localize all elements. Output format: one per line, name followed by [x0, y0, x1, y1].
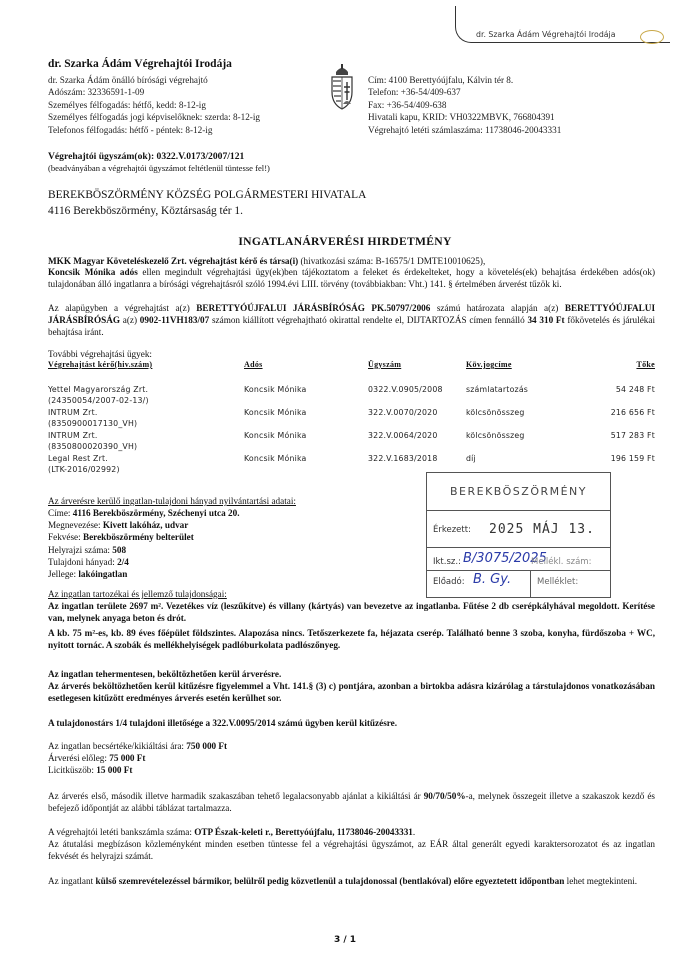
bank-line	[48, 826, 415, 838]
price-value-row	[48, 740, 227, 752]
col-header-debtor: Adós	[244, 360, 263, 369]
stages-paragraph	[48, 790, 655, 814]
cell-ref: (24350054/2007-02-13/)	[48, 396, 149, 405]
property-location-row	[48, 531, 240, 543]
contact-phone: Telefon: +36-54/409-637	[368, 87, 461, 98]
property-lot-label: Helyrajzi száma:	[48, 544, 113, 555]
bank-account: OTP Észak-keleti r., Berettyóújfalu, 11738046-20043331	[194, 827, 413, 837]
contact-account: Végrehajtó letéti számlaszáma: 11738046-20043331	[368, 124, 562, 135]
cell-ref: (LTK-2016/02992)	[48, 465, 120, 474]
seal-mark-icon	[640, 30, 664, 44]
recipient-address: 4116 Berekböszörmény, Köztársaság tér 1.	[48, 205, 243, 217]
accessories-paragraph-2: A kb. 75 m²-es, kb. 89 éves főépület földszintes. Alapozása nincs. Tetőszerkezete fa, héjazata cserép. Található benne 3 szoba, konyha, fürdőszoba + WC, nyitott tornác. A szobák és mellékhelyiségek padlóburkolata padlószőnyeg.	[48, 628, 655, 650]
bank-label: A végrehajtói letéti bankszámla száma:	[48, 827, 195, 837]
cell-creditor: Legal Rest Zrt.	[48, 454, 108, 463]
stamp-attach-label: Mellékl. szám:	[531, 557, 592, 567]
cell-case: 322.V.0070/2020	[368, 408, 438, 417]
cell-debtor: Koncsik Mónika	[244, 431, 307, 440]
property-nature-row	[48, 568, 240, 580]
col-header-creditor: Végrehajtást kérő(hiv.szám)	[48, 360, 153, 369]
property-name: Kivett lakóház, udvar	[102, 520, 189, 531]
price-deposit-label: Árverési előleg:	[48, 753, 110, 763]
contact-krid: Hivatali kapu, KRID: VH0322MBVK, 766804391	[368, 112, 555, 123]
case-note: (beadványában a végrehajtói ügyszámot feltétlenül tüntesse fel!)	[48, 163, 270, 173]
price-deposit-row	[48, 752, 227, 764]
property-data	[48, 507, 240, 580]
stages-percent: 90/70/50%	[423, 791, 466, 801]
bank-dot: .	[412, 827, 416, 837]
property-share-row	[48, 556, 240, 568]
registry-stamp	[426, 472, 611, 598]
cell-type: számlatartozás	[466, 385, 529, 394]
office-lines	[48, 74, 260, 136]
cell-ref: (8350800020390_VH)	[48, 442, 138, 451]
p3-part: Az alapügyben a végrehajtást a(z)	[48, 303, 197, 313]
stamp-received-label: Érkezett:	[433, 525, 471, 535]
stamp-divider	[427, 570, 610, 571]
cell-creditor: INTRUM Zrt.	[48, 431, 98, 440]
cell-type: díj	[466, 454, 476, 463]
property-address-row	[48, 507, 240, 519]
cell-creditor: Yettel Magyarország Zrt.	[48, 385, 149, 394]
occupancy-paragraph: Az árverés beköltözhetően kerül kitűzésre figyelemmel a Vht. 141.§ (3) c) pontjára, azonban a birtokba adásra kizárólag a társtulajdonos vonatkozásában esetlegesen kitűzött eredményes árverés esetén kerülhet sor.	[48, 681, 655, 703]
cell-creditor: INTRUM Zrt.	[48, 408, 98, 417]
cell-ref: (8350900017130_VH)	[48, 419, 138, 428]
office-line: Személyes félfogadás jogi képviselőknek: szerda: 8-12-ig	[48, 112, 261, 123]
property-lot: 508	[112, 544, 127, 555]
accessories-paragraph-1: Az ingatlan területe 2697 m². Vezetékes víz (leszűkítve) és villany (kártyás) van bevezetve az ingatlanba. Fűtése 2 db cserépkályhával megoldott. Kerítése van, melynek anyaga beton és drót.	[48, 601, 655, 623]
price-step-row	[48, 764, 227, 776]
property-share-label: Tulajdoni hányad:	[48, 556, 118, 567]
document-title: INGATLANÁRVERÉSI HIRDETMÉNY	[238, 235, 452, 248]
intro-paragraph-3	[48, 302, 655, 338]
office-line: Adószám: 32336591-1-09	[48, 87, 145, 98]
stamp-received-date: 2025 MÁJ 13.	[489, 522, 595, 537]
court-decision: BERETTYÓÚJFALUI JÁRÁSBÍRÓSÁG PK.50797/2006	[196, 303, 431, 313]
price-step: 15 000 Ft	[96, 765, 133, 775]
cell-debtor: Koncsik Mónika	[244, 454, 307, 463]
cell-debtor: Koncsik Mónika	[244, 385, 307, 394]
principal-amount: 34 310 Ft	[527, 315, 565, 325]
creditor-text: MKK Magyar Követeléskezelő Zrt. végrehajtást kérő és társa(i)	[48, 256, 299, 266]
property-share: 2/4	[117, 556, 129, 567]
recipient-name: BEREKBÖSZÖRMÉNY KÖZSÉG POLGÁRMESTERI HIVATALA	[48, 189, 367, 201]
property-nature: lakóingatlan	[78, 569, 128, 580]
stamp-divider	[530, 570, 531, 597]
stamp-reg-handwritten: B/3075/2025	[463, 551, 547, 566]
property-nature-label: Jellege:	[48, 569, 79, 580]
col-header-amount: Tőke	[636, 360, 655, 369]
accessories-heading: Az ingatlan tartozékai és jellemző tulajdonságai:	[48, 589, 227, 599]
stamp-reg-label: Ikt.sz.:	[433, 557, 461, 567]
stamp-title: BEREKBÖSZÖRMÉNY	[449, 485, 588, 498]
stamp-divider	[427, 547, 610, 548]
col-header-type: Köv.jogcíme	[466, 360, 512, 369]
bank-paragraph: Az átutalási megbízáson közleményként minden esetben tüntesse fel a végrehajtási ügyszámot, az EÁR által generált egyedi karaktersorozatot és az ingatlan fekvését és helyrajzi számát.	[48, 839, 655, 861]
cell-amount: 216 656 Ft	[610, 408, 655, 417]
price-value: 750 000 Ft	[186, 741, 228, 751]
office-title: dr. Szarka Ádám Végrehajtói Irodája	[48, 58, 232, 70]
property-heading: Az árverésre kerülő ingatlan-tulajdoni hányad nyilvántartási adatai:	[48, 496, 296, 506]
page-number: 3 / 1	[333, 935, 357, 945]
cell-amount: 517 283 Ft	[610, 431, 655, 440]
header-tab-label: dr. Szarka Ádám Végrehajtói Irodája	[476, 30, 616, 39]
case-number: Végrehajtói ügyszám(ok): 0322.V.0173/2007/121	[48, 151, 245, 162]
cell-amount: 196 159 Ft	[610, 454, 655, 463]
cell-case: 0322.V.0905/2008	[368, 385, 443, 394]
p3-part: számon kiállított végrehajtható okirattal rendelte el, DIJTARTOZÁS címen fennálló	[209, 315, 528, 325]
cell-debtor: Koncsik Mónika	[244, 408, 307, 417]
stamp-divider	[427, 510, 610, 511]
p3-part: a(z)	[119, 315, 140, 325]
stages-text: -a, melynek összegeit illetve a szakaszok kezdő és befejező időpontját az alábbi táblázat tartalmazza.	[48, 791, 656, 813]
office-line: Telefonos félfogadás: hétfő - péntek: 8-12-ig	[48, 124, 213, 135]
p3-part: főkövetelés és járulékai behajtása iránt.	[48, 315, 656, 337]
office-line: dr. Szarka Ádám önálló bírósági végrehajtó	[48, 75, 208, 85]
cell-case: 322.V.1683/2018	[368, 454, 438, 463]
property-address-label: Címe:	[48, 508, 73, 518]
stamp-handler-label: Előadó:	[433, 577, 465, 587]
property-lot-row	[48, 544, 240, 556]
contact-address: Cím: 4100 Berettyóújfalu, Kálvin tér 8.	[368, 75, 514, 85]
prices	[48, 740, 227, 776]
property-address: 4116 Berekböszörmény, Széchenyi utca 20.	[72, 508, 240, 518]
inspection-paragraph	[48, 875, 655, 887]
inspection-bold: külső szemrevételezéssel bármikor, belülről pedig közvetlenül a tulajdonossal (bentlakóval) előre egyeztetett időpontban	[95, 876, 565, 886]
cell-type: kölcsönösszeg	[466, 408, 525, 417]
price-value-label: Az ingatlan becsértéke/kikiáltási ára:	[48, 741, 187, 751]
creditor-ref: (hivatkozási száma: B-16575/1 DMTE10010625),	[298, 256, 486, 266]
property-name-row	[48, 519, 240, 531]
ownership-note: A tulajdonostárs 1/4 tulajdoni illetősége a 322.V.0095/2014 számú ügyben kerül kitűzésre.	[48, 718, 398, 728]
court-name: BERETTYÓÚJFALUI JÁRÁSBÍRÓSÁG	[48, 303, 656, 325]
occupancy-line: Az ingatlan tehermentesen, beköltözhetően kerül árverésre.	[48, 669, 282, 679]
price-step-label: Licitküszöb:	[48, 765, 97, 775]
enforcement-doc-number: 0902-11VH183/07	[139, 315, 210, 325]
inspection-text: Az ingatlant	[48, 876, 96, 886]
coat-of-arms-icon	[328, 64, 356, 110]
property-location: Berekböszörmény belterület	[82, 532, 194, 543]
stamp-enclosure-label: Melléklet:	[537, 577, 579, 587]
stamp-handler-handwritten: B. Gy.	[473, 572, 512, 587]
price-deposit: 75 000 Ft	[109, 753, 146, 763]
debtor-text: Koncsik Mónika adós	[48, 267, 138, 277]
intro-paragraph-2	[48, 266, 655, 290]
cell-type: kölcsönösszeg	[466, 431, 525, 440]
intro-p2-text: ellen megindult végrehajtási ügy(ek)ben tájékoztatom a feleket és érdekelteket, hogy a követelés(ek) behajtása érdekében adós(ok) tulajdonában álló ingatlanra a bírósági végrehajtásról szóló 1994.évi LIII. törvény (továbbiakban: Vht.) 141. § értelmében árverést tűzök ki.	[48, 267, 656, 289]
office-line: Személyes félfogadás: hétfő, kedd: 8-12-ig	[48, 99, 206, 110]
col-header-case: Ügyszám	[368, 360, 402, 369]
contact-lines	[368, 74, 561, 136]
property-location-label: Fekvése:	[48, 532, 83, 543]
p3-part: számú határozata alapján a(z)	[430, 303, 565, 313]
cell-amount: 54 248 Ft	[615, 385, 655, 394]
inspection-text: lehet megtekinteni.	[564, 876, 638, 886]
property-name-label: Megnevezése:	[48, 520, 103, 531]
contact-fax: Fax: +36-54/409-638	[368, 99, 447, 110]
cell-case: 322.V.0064/2020	[368, 431, 438, 440]
other-cases-label: További végrehajtási ügyek:	[48, 349, 152, 359]
stages-text: Az árverés első, második illetve harmadik szakaszában tehető legalacsonyabb ajánlat a kikiáltási ár	[48, 791, 424, 801]
